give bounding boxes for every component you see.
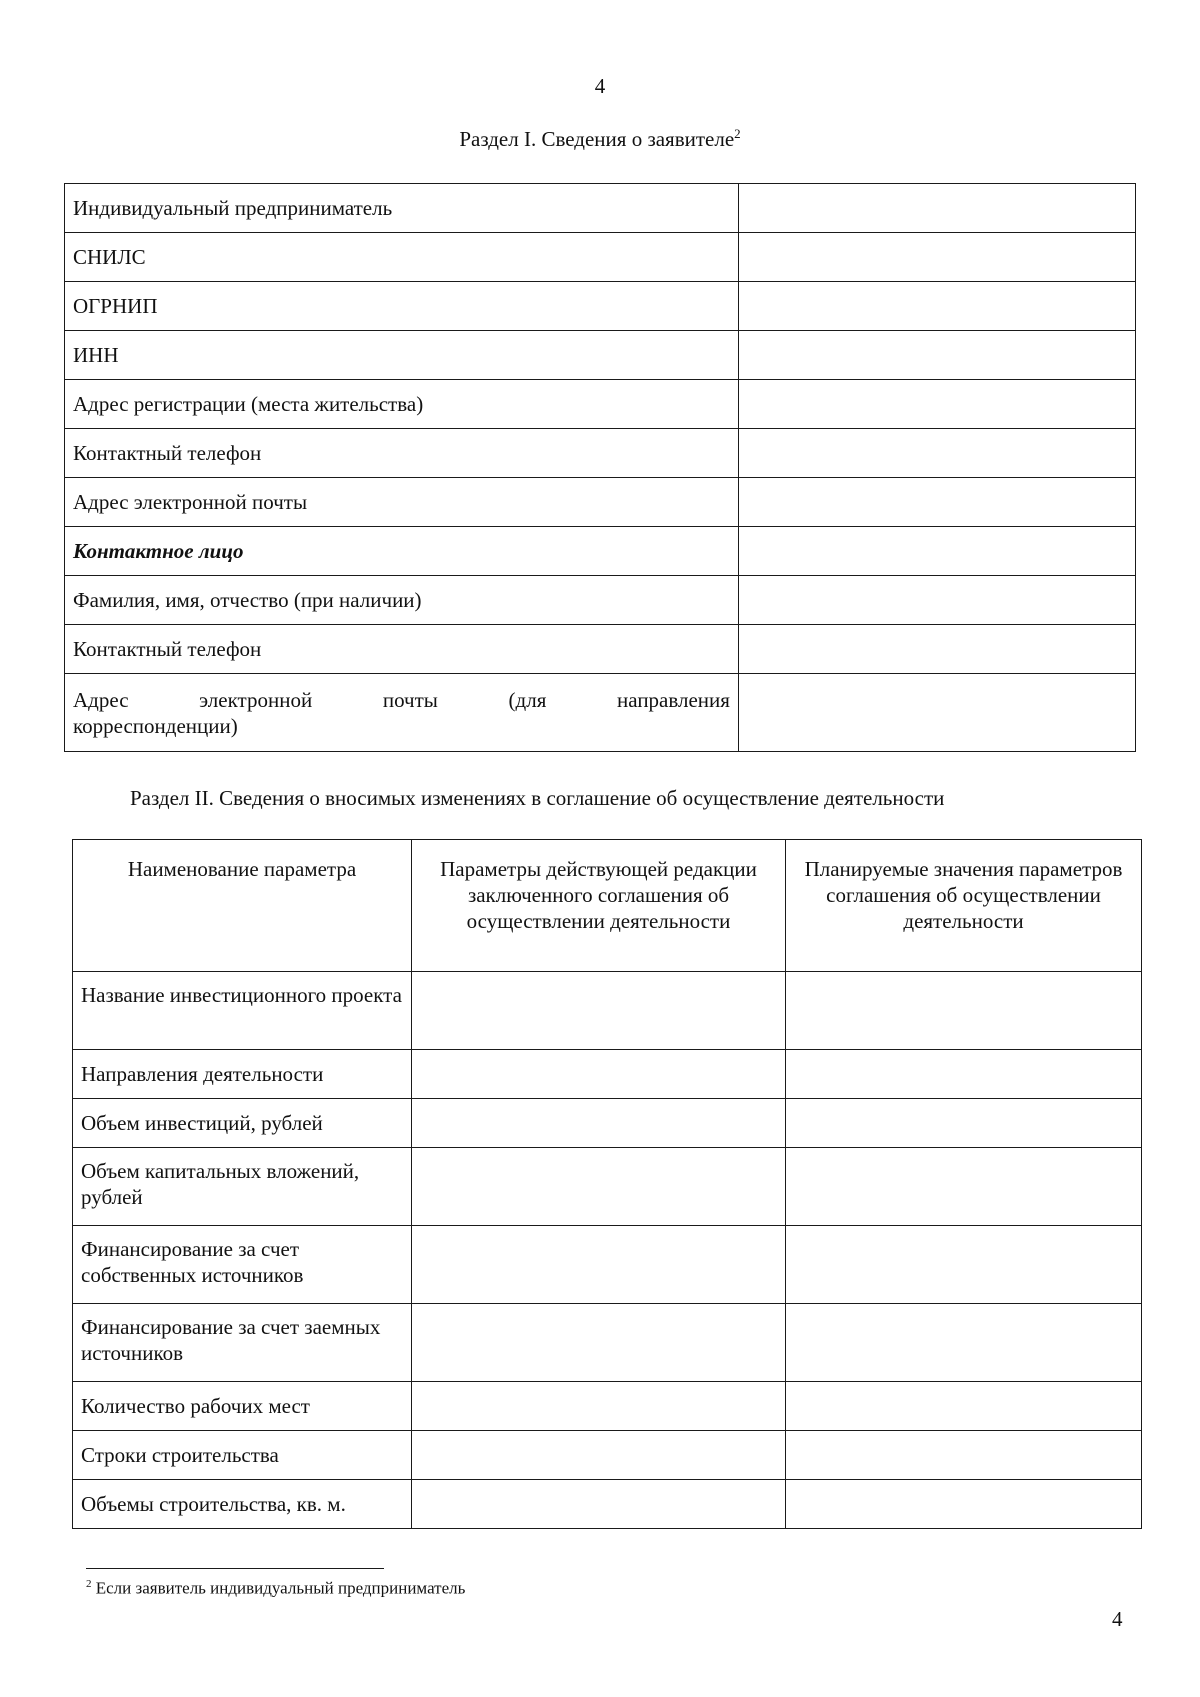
table-row	[65, 429, 1136, 478]
page-number-top: 4	[594, 74, 606, 98]
value-cell[interactable]	[739, 380, 1136, 429]
row-label: Количество рабочих мест	[73, 1382, 412, 1431]
section-2-title: Раздел II. Сведения о вносимых изменениях в соглашение об осуществление деятельности	[130, 786, 945, 810]
table-row	[73, 1148, 1142, 1226]
current-value-cell[interactable]	[412, 1431, 786, 1480]
planned-value-cell[interactable]	[786, 1148, 1142, 1226]
row-label: Адрес электронной почты	[65, 478, 739, 527]
value-cell[interactable]	[739, 674, 1136, 752]
table-row	[73, 1431, 1142, 1480]
table-header-row	[73, 840, 1142, 972]
row-label: Контактный телефон	[65, 429, 739, 478]
page-number-bottom: 4	[1112, 1607, 1123, 1631]
table-row	[73, 1226, 1142, 1304]
planned-value-cell[interactable]	[786, 1099, 1142, 1148]
row-label: Объем капитальных вложений, рублей	[73, 1148, 412, 1226]
section-1-title-text: Раздел I. Сведения о заявителе	[459, 127, 735, 151]
footnote	[86, 1578, 465, 1599]
planned-value-cell[interactable]	[786, 1226, 1142, 1304]
current-value-cell[interactable]	[412, 1148, 786, 1226]
current-value-cell[interactable]	[412, 1382, 786, 1431]
row-label-line-2: корреспонденции)	[73, 713, 238, 738]
current-value-cell[interactable]	[412, 1099, 786, 1148]
word: (для	[508, 687, 547, 712]
table-row	[65, 625, 1136, 674]
value-cell[interactable]	[739, 331, 1136, 380]
column-header: Параметры действующей редакции заключенного соглашения об осуществлении деятельности	[412, 840, 786, 972]
table-row	[73, 1099, 1142, 1148]
value-cell[interactable]	[739, 184, 1136, 233]
word: электронной	[199, 687, 313, 712]
table-row	[65, 527, 1136, 576]
row-label: Финансирование за счет собственных источников	[73, 1226, 412, 1304]
row-label: Название инвестиционного проекта	[73, 972, 412, 1050]
planned-value-cell[interactable]	[786, 1431, 1142, 1480]
value-cell[interactable]	[739, 576, 1136, 625]
value-cell[interactable]	[739, 233, 1136, 282]
row-label: Объемы строительства, кв. м.	[73, 1480, 412, 1529]
value-cell[interactable]	[739, 527, 1136, 576]
contact-person-heading: Контактное лицо	[65, 527, 739, 576]
row-label: Направления деятельности	[73, 1050, 412, 1099]
value-cell[interactable]	[739, 478, 1136, 527]
word: направления	[617, 687, 730, 712]
row-label: ОГРНИП	[65, 282, 739, 331]
footnote-divider	[86, 1568, 384, 1569]
row-label-line-1	[73, 687, 730, 713]
row-label: ИНН	[65, 331, 739, 380]
table-row	[65, 282, 1136, 331]
table-row	[65, 233, 1136, 282]
footnote-text: Если заявитель индивидуальный предприниматель	[95, 1578, 466, 1598]
value-cell[interactable]	[739, 429, 1136, 478]
planned-value-cell[interactable]	[786, 972, 1142, 1050]
row-label: Финансирование за счет заемных источников	[73, 1304, 412, 1382]
footnote-ref: 2	[734, 126, 741, 141]
changes-table	[72, 839, 1142, 1529]
current-value-cell[interactable]	[412, 1304, 786, 1382]
table-row	[73, 1304, 1142, 1382]
table-row	[73, 1050, 1142, 1099]
row-label: Объем инвестиций, рублей	[73, 1099, 412, 1148]
section-1-title	[0, 126, 1200, 152]
planned-value-cell[interactable]	[786, 1480, 1142, 1529]
row-label: Индивидуальный предприниматель	[65, 184, 739, 233]
table-row	[65, 478, 1136, 527]
table-row	[65, 674, 1136, 752]
table-row	[65, 576, 1136, 625]
planned-value-cell[interactable]	[786, 1050, 1142, 1099]
current-value-cell[interactable]	[412, 1480, 786, 1529]
planned-value-cell[interactable]	[786, 1382, 1142, 1431]
value-cell[interactable]	[739, 625, 1136, 674]
table-row	[65, 380, 1136, 429]
table-row	[65, 184, 1136, 233]
row-label: СНИЛС	[65, 233, 739, 282]
word: Адрес	[73, 687, 129, 712]
applicant-info-table	[64, 183, 1136, 752]
table-row	[73, 1480, 1142, 1529]
value-cell[interactable]	[739, 282, 1136, 331]
row-label: Адрес регистрации (места жительства)	[65, 380, 739, 429]
table-row	[65, 331, 1136, 380]
row-label: Контактный телефон	[65, 625, 739, 674]
column-header: Наименование параметра	[73, 840, 412, 972]
current-value-cell[interactable]	[412, 972, 786, 1050]
table-row	[73, 972, 1142, 1050]
row-label: Строки строительства	[73, 1431, 412, 1480]
word: почты	[382, 687, 438, 712]
planned-value-cell[interactable]	[786, 1304, 1142, 1382]
column-header: Планируемые значения параметров соглашения об осуществлении деятельности	[786, 840, 1142, 972]
table-row	[73, 1382, 1142, 1431]
row-label: Фамилия, имя, отчество (при наличии)	[65, 576, 739, 625]
current-value-cell[interactable]	[412, 1226, 786, 1304]
row-label	[65, 674, 739, 752]
current-value-cell[interactable]	[412, 1050, 786, 1099]
footnote-marker: 2	[86, 1578, 92, 1590]
